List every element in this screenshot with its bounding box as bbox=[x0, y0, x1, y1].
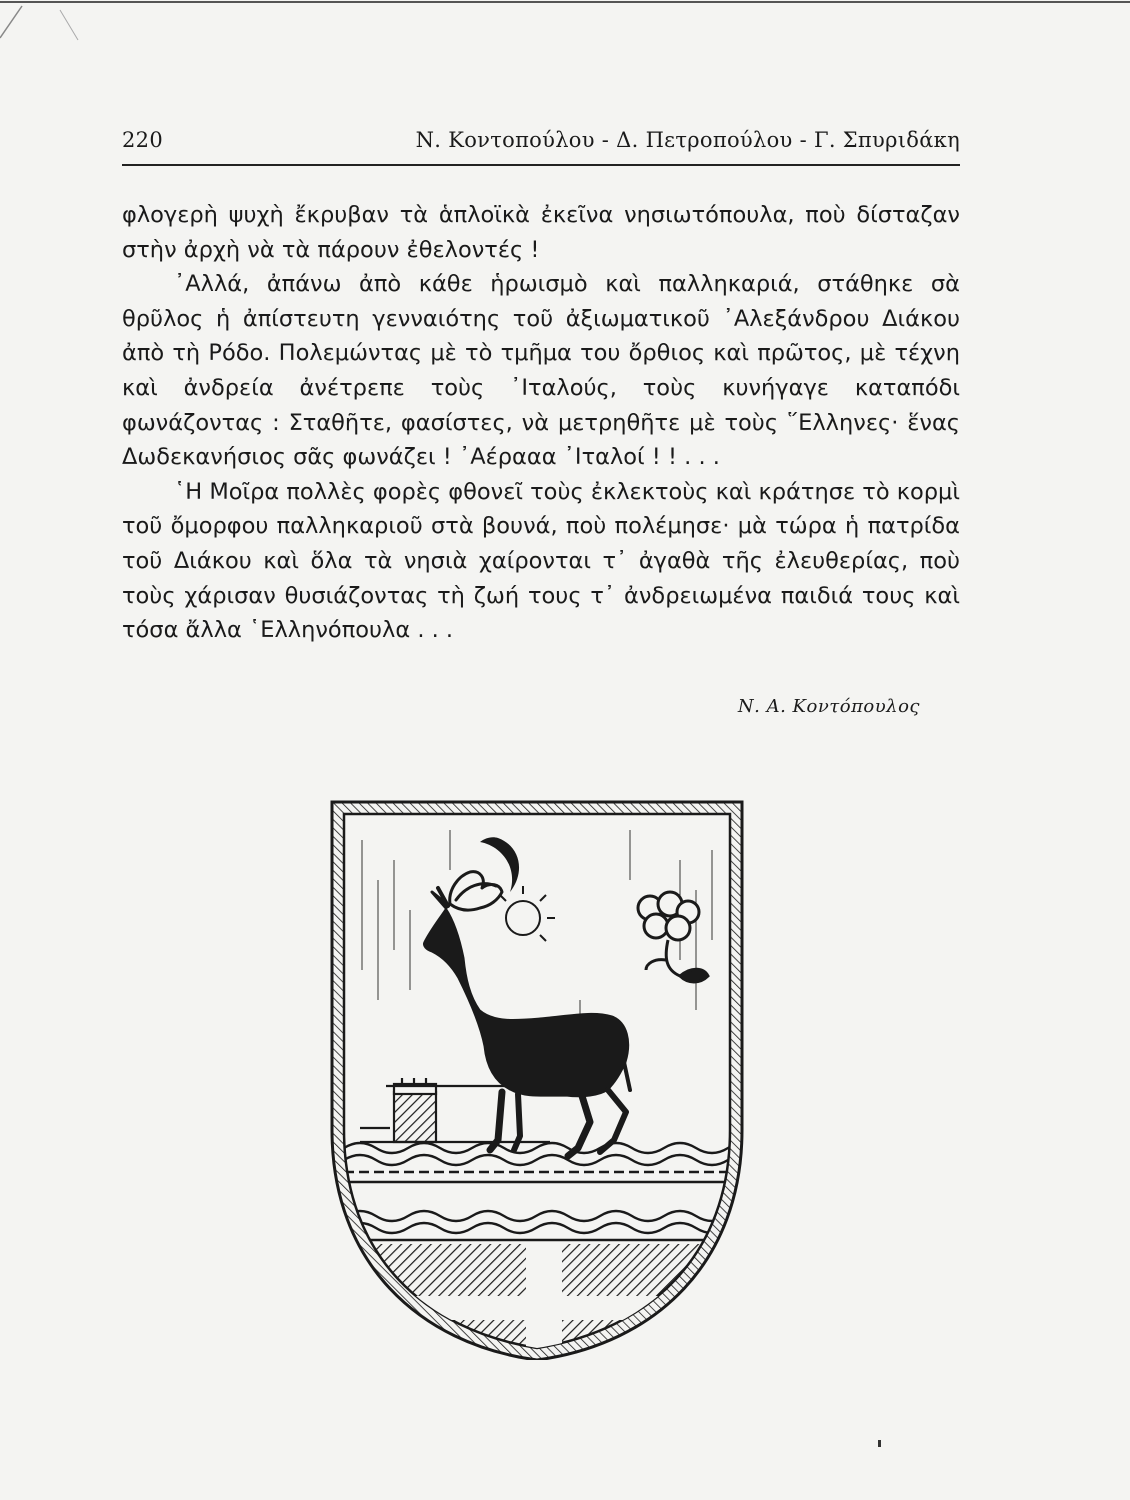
paragraph-3: ῾Η Μοῖρα πολλὲς φορὲς φθονεῖ τοὺς ἐκλεκτοὺς καὶ κράτησε τὸ κορμὶ τοῦ ὄμορφου παλληκαριοῦ στὰ βουνά, ποὺ πολέμησε· μὰ τώρα ἡ πατρίδα τοῦ Διάκου καὶ ὅλα τὰ νησιὰ χαίρονται τ᾿ ἀγαθὰ τῆς ἐλευθερίας, ποὺ τοὺς χάρισαν θυσιάζοντας τὴ ζωή τους τ᾿ ἀνδρειωμένα παιδιά τους καὶ τόσα ἄλλα ῾Ελληνόπουλα . . . bbox=[122, 478, 960, 644]
page-number: 220 bbox=[122, 128, 163, 152]
scan-mark bbox=[878, 1440, 881, 1447]
author-signature: Ν. Α. Κοντόπουλος bbox=[737, 696, 920, 717]
body-text bbox=[122, 198, 960, 648]
header-rule bbox=[122, 164, 960, 166]
running-head-authors: Ν. Κοντοπούλου - Δ. Πετροπούλου - Γ. Σπυριδάκη bbox=[415, 128, 960, 152]
paragraph-2: ᾿Αλλά, ἀπάνω ἀπὸ κάθε ἡρωισμὸ καὶ παλληκαριά, στάθηκε σὰ θρῦλος ἡ ἀπίστευτη γενναιότης τοῦ ἀξιωματικοῦ ᾿Αλεξάνδρου Διάκου ἀπὸ τὴ Ρόδο. Πολεμώντας μὲ τὸ τμῆμα του ὄρθιος καὶ πρῶτος, μὲ τέχνη καὶ ἀνδρεία ἀνέτρεπε τοὺς ᾿Ιταλούς, τοὺς κυνήγαγε καταπόδι φωνάζοντας : Σταθῆτε, φασίστες, νὰ μετρηθῆτε μὲ τοὺς ῞Ελληνες· ἕνας Δωδεκανήσιος σᾶς φωνάζει ! ᾿Αέρααα ᾿Ιταλοί ! ! . . . bbox=[122, 271, 960, 471]
paragraph-1: φλογερὴ ψυχὴ ἔκρυβαν τὰ ἁπλοϊκὰ ἐκεῖνα νησιωτόπουλα, ποὺ δίσταζαν στὴν ἀρχὴ νὰ τὰ πάρουν ἐθελοντές ! bbox=[122, 202, 960, 263]
coat-of-arms-icon bbox=[330, 800, 744, 1360]
running-head bbox=[122, 128, 960, 162]
